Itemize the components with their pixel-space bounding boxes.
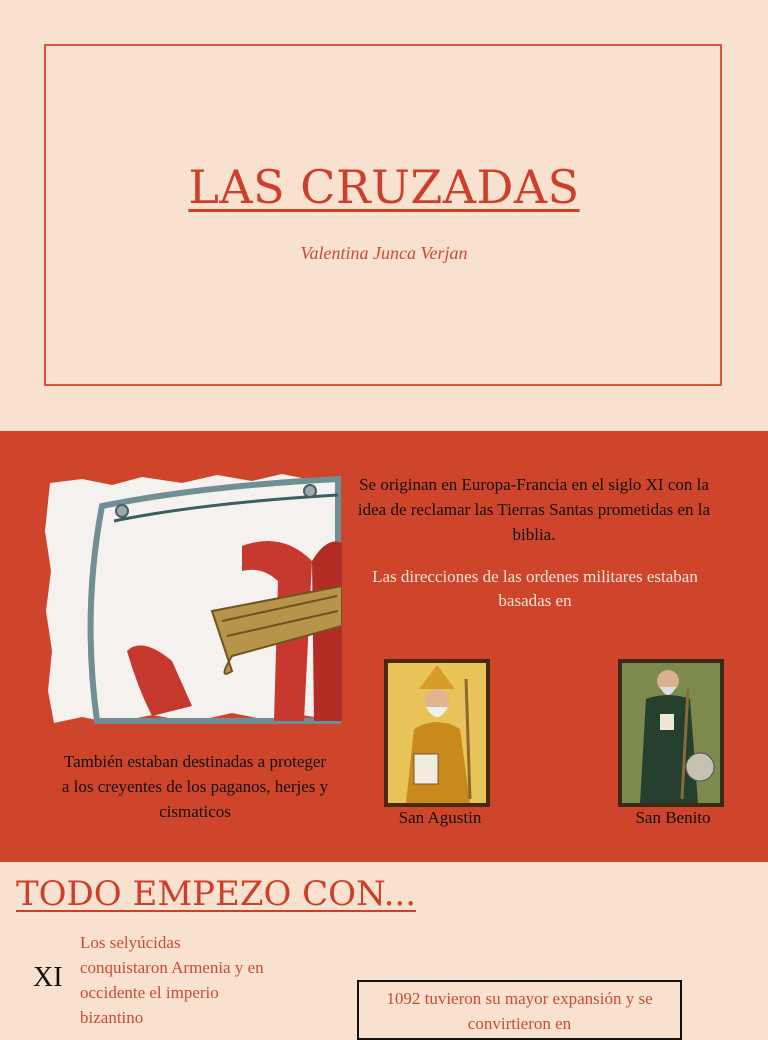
orders-paragraph: Las direcciones de las ordenes militares estaban basadas en xyxy=(372,567,698,610)
origin-paragraph: Se originan en Europa-Francia en el siglo XI con la idea de reclamar las Tierras Santas prometidas en la biblia. xyxy=(357,475,711,544)
title-frame xyxy=(44,44,722,386)
san-benito-icon-image xyxy=(618,659,724,807)
protection-paragraph: También estaban destinadas a proteger a los creyentes de los paganos, herjes y cismaticos xyxy=(61,752,329,821)
presentation-title: LAS CRUZADAS xyxy=(188,160,580,214)
san-agustin-caption: San Agustin xyxy=(398,808,482,827)
expansion-box xyxy=(357,980,682,1040)
timeline-slide xyxy=(0,862,768,1033)
century-label: XI xyxy=(33,962,63,993)
crusader-shield-image xyxy=(42,471,342,726)
origin-slide xyxy=(0,431,768,862)
section-heading: TODO EMPEZO CON... xyxy=(16,874,417,914)
san-benito-caption: San Benito xyxy=(635,808,711,827)
author-name: Valentina Junca Verjan xyxy=(300,243,468,263)
title-slide xyxy=(0,0,768,431)
san-agustin-icon-image xyxy=(384,659,490,807)
expansion-text: 1092 tuvieron su mayor expansión y se convirtieron en xyxy=(386,989,653,1033)
seljuk-paragraph: Los selyúcidas conquistaron Armenia y en occidente el imperio bizantino xyxy=(80,933,264,1027)
